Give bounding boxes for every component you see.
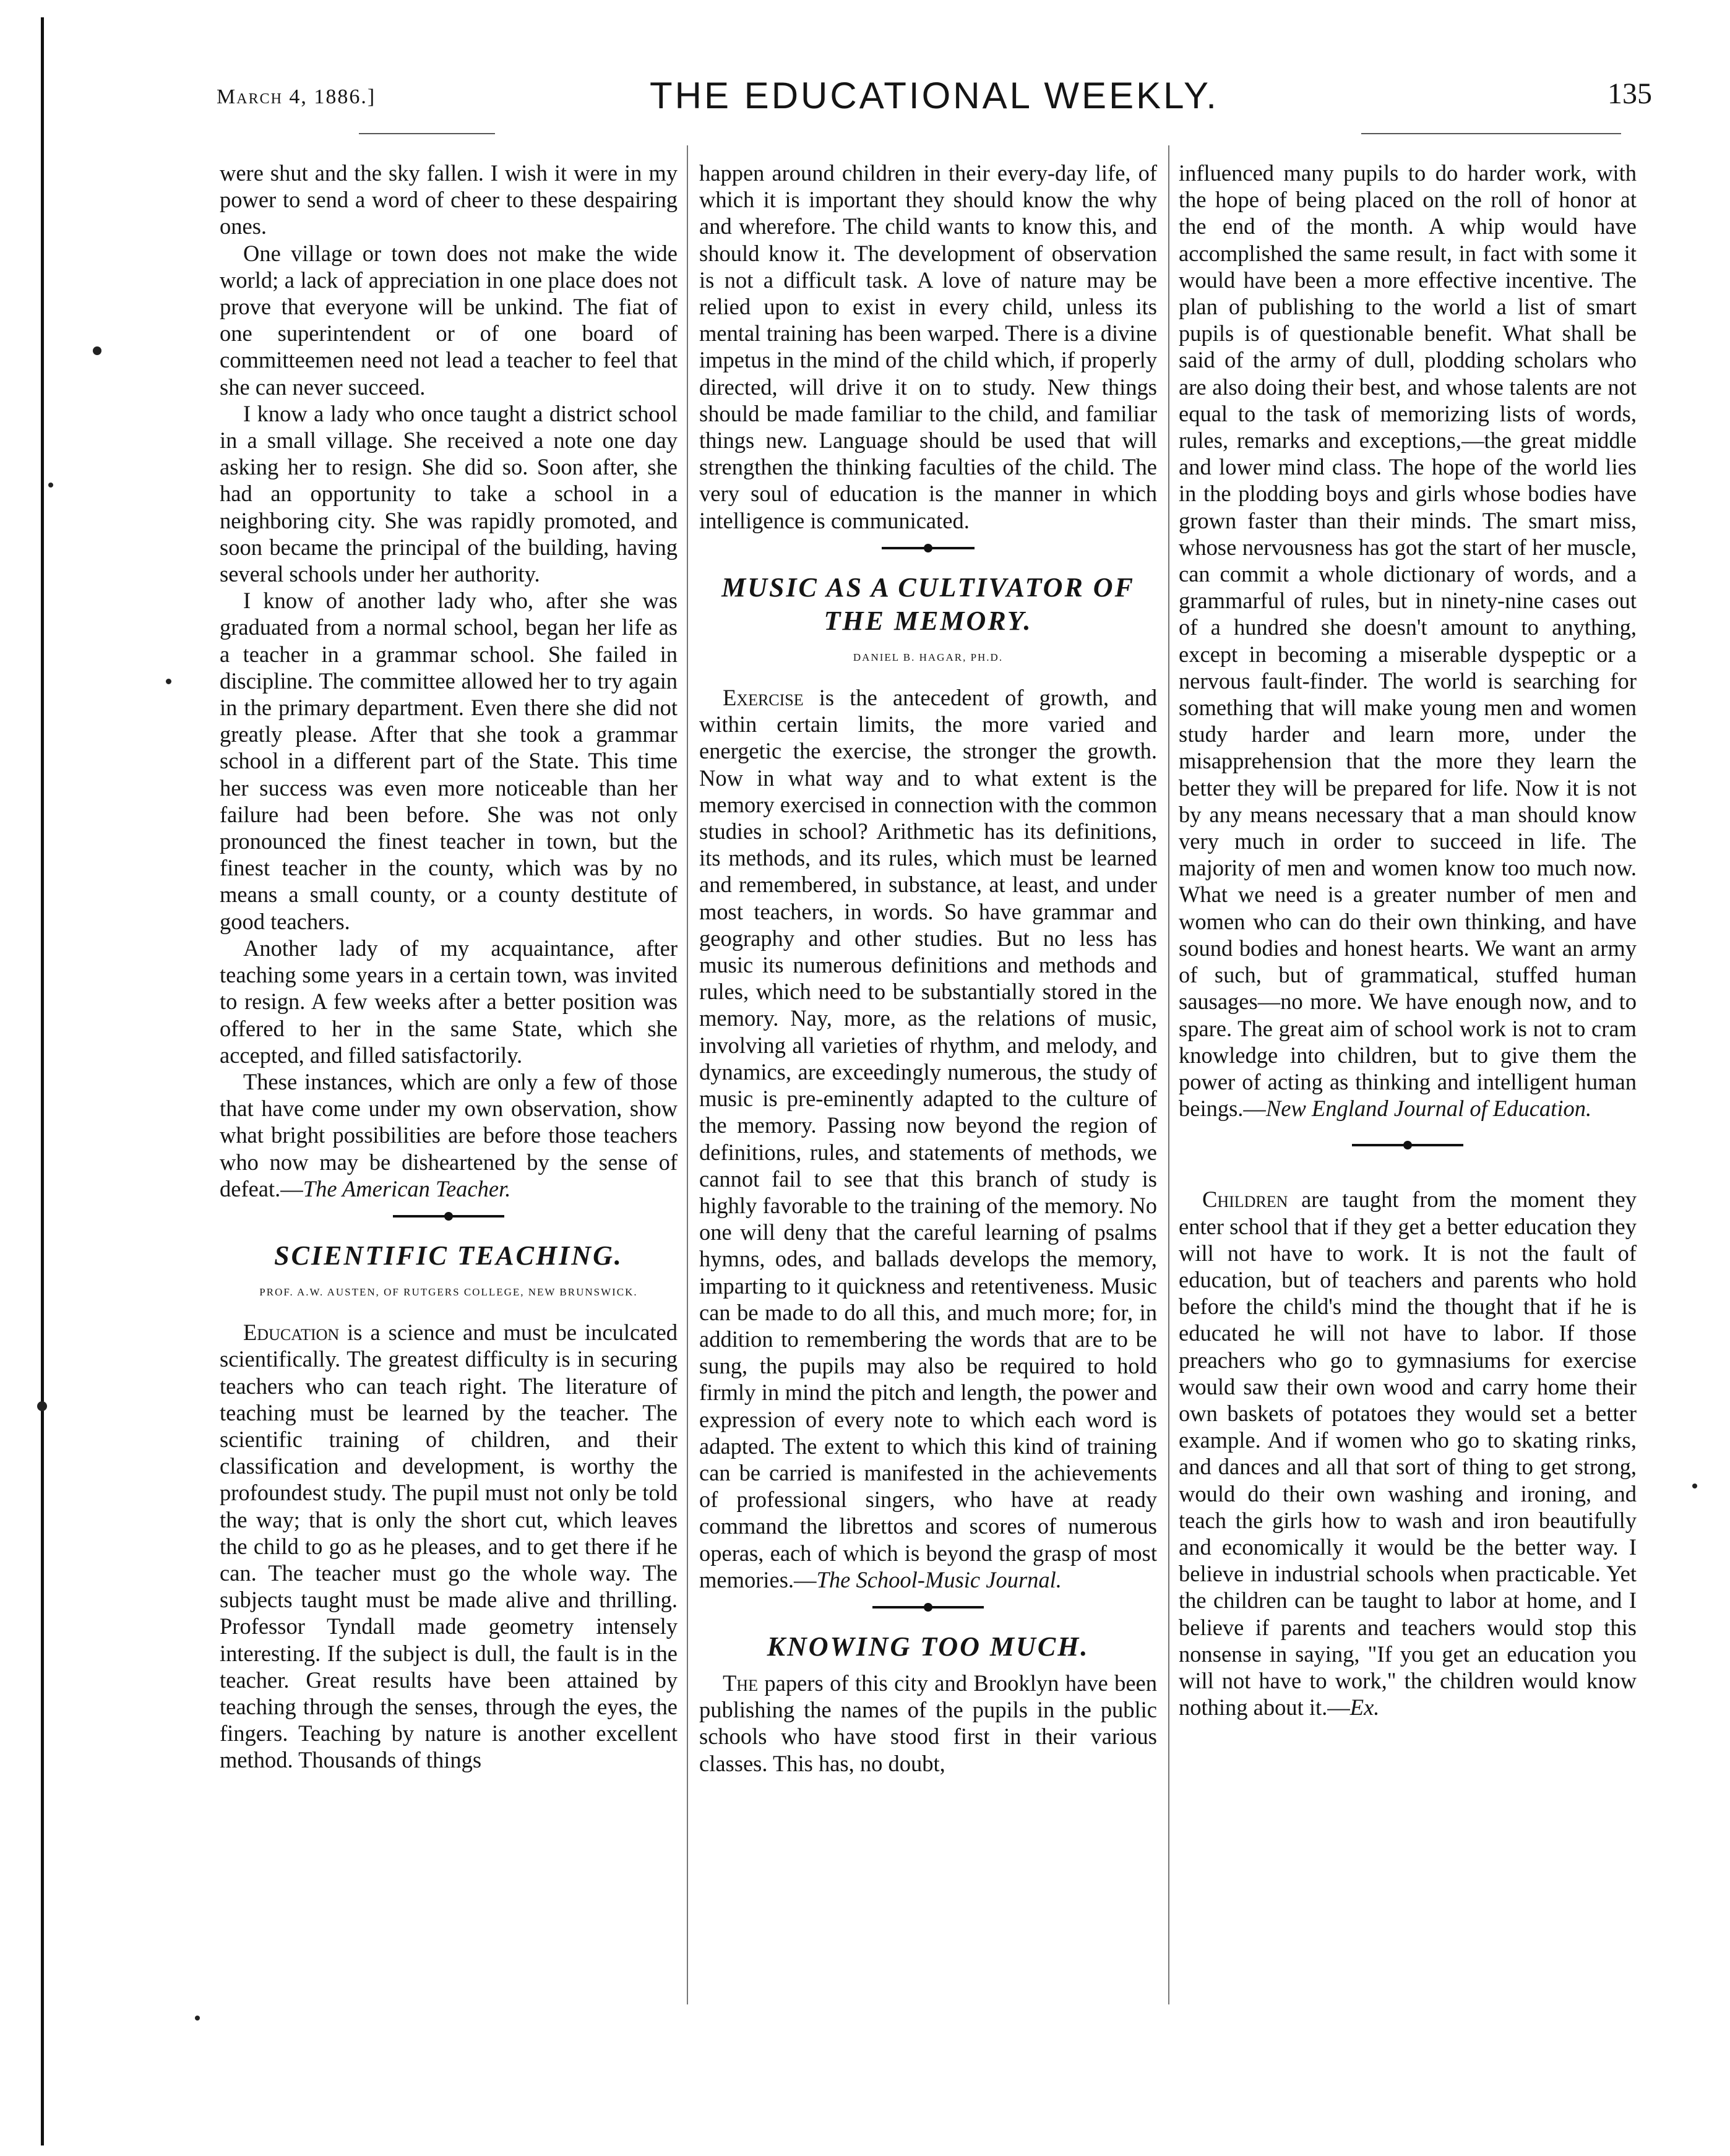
article-continuation: happen around children in their every-day life, of which it is important they should know the why and wherefore. The child wants to know this, and should know it. The development of observation is not a difficult task. A love of nature may be relied upon to exist in every child, unless its mental training has been warped. There is a divine impetus in the mind of the child which, if properly directed, will drive it on to study. New things should be made familiar to the child, and familiar things new. Language should be used that will strengthen the thinking faculties of the child. The very soul of education is the manner in which intelligence is communicated. <box>699 160 1157 533</box>
source-credit: The School-Music Journal. <box>816 1566 1062 1592</box>
article-body <box>699 1670 1157 1777</box>
paragraph-text: These instances, which are only a few of those that have come under my own observation, show what bright possibilities are before those teachers who now may be disheartened by the sense of defeat.— <box>220 1068 678 1201</box>
column-1 <box>220 160 678 1774</box>
lead-word: The <box>723 1670 758 1696</box>
header-rule <box>359 133 495 134</box>
column-3 <box>1179 160 1637 1720</box>
paragraph <box>220 1068 678 1202</box>
paragraph: One village or town does not make the wide world; a lack of appreciation in one place does not prove that everyone will be unkind. The fiat of one superintendent or of one board of committeemen need not lead a teacher to feel that she can never succeed. <box>220 240 678 400</box>
article-byline: PROF. A.W. AUSTEN, OF RUTGERS COLLEGE, NEW BRUNSWICK. <box>259 1286 638 1298</box>
article-body <box>1179 1186 1637 1720</box>
issue-date: March 4, 1886.] <box>217 85 376 108</box>
print-speck <box>93 346 101 355</box>
paragraph: I know of another lady who, after she was graduated from a normal school, began her life as a teacher in a grammar school. She failed in discipline. The committee allowed her to try again in the primary department. Even there she did not greatly please. After that she took a grammar school in a different part of the State. This time her success was even more noticeable than her failure had been before. She was not only pronounced the finest teacher in town, but the finest teacher in the county, which was by no means a small county, or a county destitute of good teachers. <box>220 588 678 934</box>
paragraph: I know a lady who once taught a district school in a small village. She received a note one day asking her to resign. She did so. Soon after, she had an opportunity to take a school in a neighboring city. She was rapidly promoted, and soon became the principal of the building, having several schools under her authority. <box>220 400 678 587</box>
article-continuation <box>1179 160 1637 1122</box>
article-text: is the antecedent of growth, and within certain limits, the more varied and energetic the exercise, the stronger the growth. Now in what way and to what extent is the memory exercised in connection with the common studies in school? Arithmetic has its definitions, its methods, and its rules, which must be learned and remembered, in substance, at least, and under most teachers, in words. So have grammar and geography and other studies. But no less has music its numerous definitions and methods and rules, which need to be substantially stored in the memory. Nay, more, as the relations of music, involving all varieties of rhythm, and melody, and dynamics, are exceedingly numerous, the study of music is pre-eminently adapted to the culture of the memory. Passing now beyond the region of definitions, rules, and statements of methods, we cannot fail to see that this branch of study is highly favorable to the training of the memory. No one will deny that the careful learning of psalms hymns, odes, and ballads develops the memory, imparting to it quickness and retentiveness. Music can be made to do all this, and much more; for, in addition to remembering the words that are to be sung, the pupils may also be required to hold firmly in mind the pitch and length, the power and expression of every note to which each word is adapted. The extent to which this kind of training can be carried is manifested in the achievements of professional singers, who have at ready command the librettos and scores of numerous operas, each of which is beyond the grasp of most memories.— <box>699 685 1157 1592</box>
source-credit: The American Teacher. <box>303 1175 511 1201</box>
print-speck <box>166 679 171 684</box>
header-rule <box>1361 133 1621 134</box>
lead-word: Children <box>1202 1187 1288 1213</box>
publication-title: THE EDUCATIONAL WEEKLY. <box>650 75 1219 116</box>
column-divider <box>687 145 688 2004</box>
section-ornament <box>699 1593 1157 1621</box>
article-title: MUSIC AS A CULTIVATOR OF THE MEMORY. <box>721 572 1135 636</box>
article-text: are taught from the moment they enter school that if they get a better education they will not have to work. It is not the fault of education, but of teachers and parents who hold before the child's mind the thought that if he is educated he will not have to labor. If those preachers who go to gymnasiums for exercise would saw their own wood and carry home their own baskets of potatoes they would set a better example. And if women who go to skating rinks, and dances and all that sort of thing to get strong, would do their own washing and ironing, and teach the girls how to wash and iron beautifully and economically it would be the better way. I believe in industrial schools when practicable. Yet the children can be taught to labor at home, and I believe if parents and teachers would stop this nonsense in saying, "If you get an education you will not have to work," the children would know nothing about it.— <box>1179 1187 1637 1720</box>
page-number: 135 <box>1607 77 1652 110</box>
page-header <box>217 74 1652 130</box>
article-title: KNOWING TOO MUCH. <box>767 1631 1090 1662</box>
article-text: is a science and must be inculcated scientifically. The greatest difficulty is in securing teachers who can teach right. The literature of teaching must be learned by the teacher. The scientific training of children, and their classification and development, is worthy the profoundest study. The pupil must not only be told the way; that is only the short cut, which leaves the child to go as he pleases, and to get there if he can. The teacher must go the whole way. The subjects taught must be made alive and thrilling. Professor Tyndall made geometry intensely interesting. If the subject is dull, the fault is in the teacher. Great results have been attained by teaching through the senses, through the eyes, the fingers. Teaching by nature is another excellent method. Thousands of things <box>220 1320 678 1773</box>
paragraph: Another lady of my acquaintance, after teaching some years in a certain town, was invited to resign. A few weeks after a better position was offered to her in the same State, which she accepted, and filled satisfactorily. <box>220 935 678 1068</box>
paragraph: were shut and the sky fallen. I wish it were in my power to send a word of cheer to these despairing ones. <box>220 160 678 239</box>
print-speck <box>195 2016 200 2021</box>
column-divider <box>1168 145 1169 2004</box>
article-byline: DANIEL B. HAGAR, PH.D. <box>853 651 1004 663</box>
article-text: influenced many pupils to do harder work, with the hope of being placed on the roll of honor at the end of the month. A whip would have accomplished the same result, in fact with some it would have been a more effective incentive. The plan of publishing to the world a list of smart pupils is of questionable benefit. What shall be said of the army of dull, plodding scholars who are also doing their best, and whose talents are not equal to the task of memorizing lists of words, rules, remarks and exceptions,—the great middle and lower mind class. The hope of the world lies in the plodding boys and girls whose bodies have grown faster than their minds. The smart miss, whose nervousness has got the start of her muscle, can commit a whole dictionary of words, and a grammarful of rules, but in ninety-nine cases out of a hundred she doesn't amount to anything, except in becoming a miserable dyspeptic or a nervous fault-finder. The world is searching for something that will make young men and women study harder and learn more, under the misapprehension that the more they learn the better they will be prepared for life. Now it is not by any means necessary that a man should know very much in order to succeed in life. The majority of men and women know too much now. What we need is a greater number of men and women who can do their own thinking, and have sound bodies and honest hearts. We want an army of such, but of grammatical, stuffed human sausages—no more. We have enough now, and to spare. The great aim of school work is not to cram knowledge into children, but to give them the power of acting as thinking and intelligent human beings.— <box>1179 160 1637 1122</box>
column-2 <box>699 160 1157 1777</box>
source-credit: Ex. <box>1349 1694 1380 1720</box>
print-speck <box>37 1401 47 1411</box>
page-edge-line <box>41 17 44 2145</box>
lead-word: Exercise <box>723 685 804 711</box>
article-body <box>220 1319 678 1773</box>
article-text: papers of this city and Brooklyn have been publishing the names of the pupils in the public schools who have stood first in their various classes. This has, no doubt, <box>699 1670 1157 1776</box>
print-speck <box>48 483 53 487</box>
section-ornament <box>1179 1122 1637 1171</box>
section-ornament <box>220 1202 678 1230</box>
lead-word: Education <box>243 1320 340 1346</box>
print-speck <box>1692 1484 1697 1488</box>
article-body <box>699 684 1157 1593</box>
article-title: SCIENTIFIC TEACHING. <box>274 1240 623 1271</box>
section-ornament <box>699 534 1157 562</box>
source-credit: New England Journal of Education. <box>1265 1096 1592 1122</box>
